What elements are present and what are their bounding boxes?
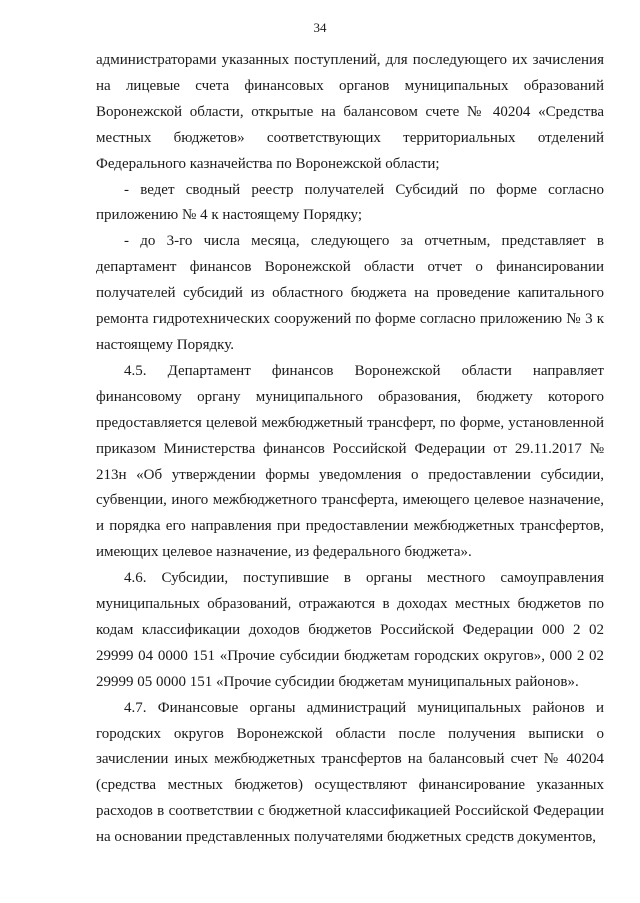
page-number: 34: [313, 20, 327, 35]
paragraph-4-5: 4.5. Департамент финансов Воронежской области направляет финансовому органу муниципального образования, бюджету которого предоставляется целевой межбюджетный трансферт, по форме, установленной приказом Министерства финансов Российской Федерации от 29.11.2017 № 213н «Об утверждении формы уведомления о предоставлении субсидии, субвенции, иного межбюджетного трансферта, имеющего целевое назначение, и порядка его направления при предоставлении межбюджетных трансфертов, имеющих целевое назначение, из федерального бюджета».: [96, 362, 604, 561]
paragraph-list-item-report: - до 3-го числа месяца, следующего за отчетным, представляет в департамент финансов Воронежской области отчет о финансировании получателей субсидий из областного бюджета на проведение капитального ремонта гидротехнических сооружений по форме согласно приложению № 3 к настоящему Порядку.: [96, 233, 604, 353]
paragraph-4-6: 4.6. Субсидии, поступившие в органы местного самоуправления муниципальных образований, отражаются в доходах местных бюджетов по кодам классификации доходов бюджетов Российской Федерации 000 2 02 29999 04 0000 151 «Прочие субсидии бюджетам городских округов», 000 2 02 29999 05 0000 151 «Прочие субсидии бюджетам муниципальных районов».: [96, 570, 604, 690]
document-body: [96, 48, 604, 851]
paragraph-4-7: 4.7. Финансовые органы администраций муниципальных районов и городских округов Воронежской области после получения выписки о зачислении иных межбюджетных трансфертов на балансовый счет № 40204 (средства местных бюджетов) осуществляют финансирование указанных расходов в соответствии с бюджетной классификацией Российской Федерации на основании представленных получателями бюджетных средств документов,: [96, 699, 604, 846]
paragraph-list-item-registry: - ведет сводный реестр получателей Субсидий по форме согласно приложению № 4 к настоящему Порядку;: [96, 181, 604, 224]
paragraph-continuation: администраторами указанных поступлений, для последующего их зачисления на лицевые счета финансовых органов муниципальных образований Воронежской области, открытые на балансовом счете № 40204 «Средства местных бюджетов» соответствующих территориальных отделений Федерального казначейства по Воронежской области;: [96, 52, 604, 172]
